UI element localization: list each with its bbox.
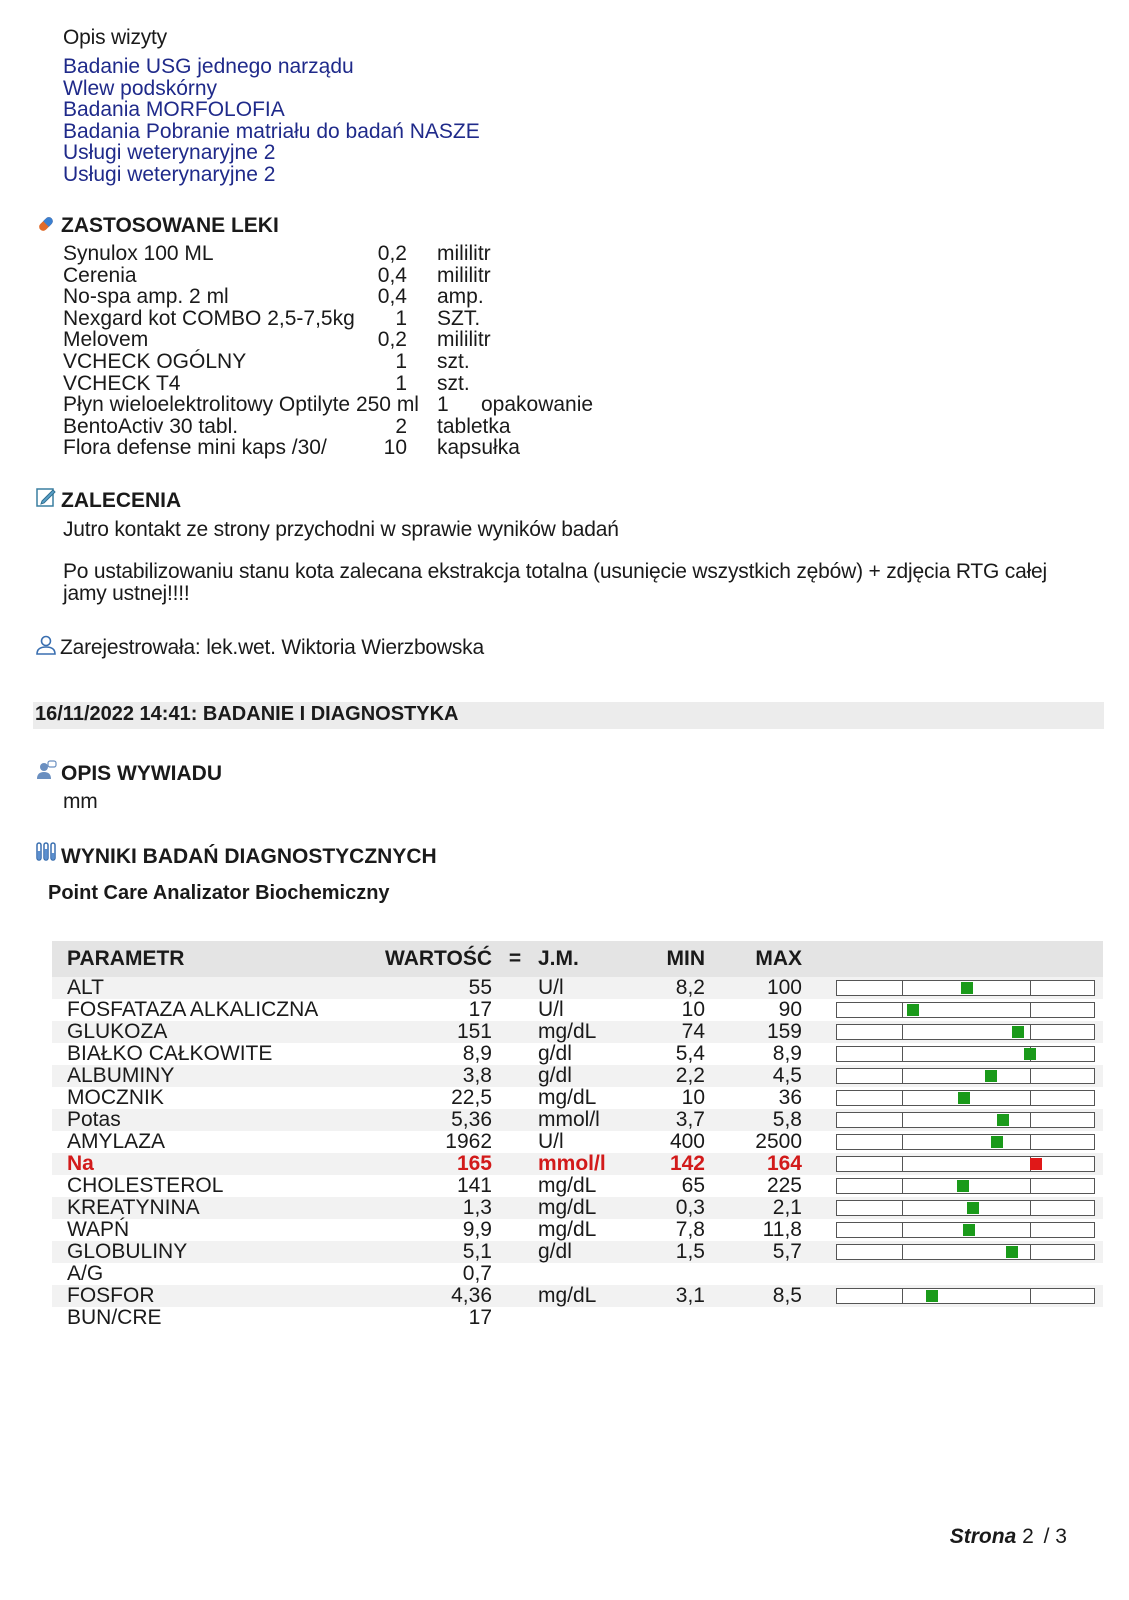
result-min: 400 [669, 1130, 705, 1153]
result-row [52, 1219, 1103, 1241]
drug-name: Synulox 100 ML [63, 242, 214, 265]
drug-row [63, 394, 663, 416]
range-min-divider [902, 1113, 903, 1127]
result-row [52, 1285, 1103, 1307]
result-range-cell [802, 977, 1103, 999]
result-eq [492, 1241, 538, 1263]
results-table [52, 941, 1103, 1329]
value-marker [997, 1114, 1009, 1126]
value-marker [1030, 1158, 1042, 1170]
result-unit: U/l [538, 1130, 564, 1153]
drug-quantity: 1 [395, 371, 407, 395]
value-marker [958, 1092, 970, 1104]
result-unit: mg/dL [538, 1086, 597, 1109]
range-bar [836, 1046, 1095, 1062]
drug-quantity: 2 [395, 414, 407, 438]
value-marker [926, 1290, 938, 1302]
drug-row [63, 265, 663, 287]
interview-text: mm [63, 790, 98, 813]
result-max: 90 [778, 998, 802, 1021]
result-row [52, 1043, 1103, 1065]
range-min-divider [902, 981, 903, 995]
result-param: WAPŃ [67, 1218, 130, 1241]
result-param: AMYLAZA [67, 1130, 166, 1153]
drug-name: Cerenia [63, 263, 137, 287]
range-max-divider [1030, 1069, 1031, 1083]
result-eq [492, 1307, 538, 1329]
result-max: 2500 [755, 1130, 802, 1153]
results-title: WYNIKI BADAŃ DIAGNOSTYCZNYCH [61, 845, 437, 868]
range-max-divider [1030, 1179, 1031, 1193]
range-max-divider [1030, 1113, 1031, 1127]
registered-by: Zarejestrowała: lek.wet. Wiktoria Wierzbowska [60, 636, 484, 659]
result-eq [492, 1131, 538, 1153]
range-min-divider [902, 1289, 903, 1303]
result-row [52, 977, 1103, 999]
range-max-divider [1030, 1245, 1031, 1259]
result-unit [538, 1307, 613, 1329]
pill-icon [35, 213, 57, 235]
result-eq [492, 1087, 538, 1109]
value-marker [907, 1004, 919, 1016]
result-param: GLUKOZA [52, 1021, 332, 1043]
drug-name: Flora defense mini kaps /30/ [63, 436, 327, 460]
result-param: BUN/CRE [67, 1306, 162, 1329]
drug-unit: opakowanie [481, 393, 594, 417]
result-eq [492, 1175, 538, 1197]
drug-unit: szt. [437, 371, 470, 395]
result-min: 2,2 [613, 1065, 705, 1087]
header-param: PARAMETR [52, 941, 332, 977]
result-value: 151 [332, 1021, 492, 1043]
result-param: ALT [52, 977, 332, 999]
value-marker [1006, 1246, 1018, 1258]
range-max-divider [1030, 1289, 1031, 1303]
range-bar [836, 1288, 1095, 1304]
result-max: 164 [705, 1153, 802, 1175]
drug-name: Melovem [63, 328, 149, 352]
result-max: 100 [705, 977, 802, 999]
result-row [52, 1241, 1103, 1263]
result-unit: U/l [538, 998, 564, 1021]
drug-name: Nexgard kot COMBO 2,5-7,5kg [63, 306, 355, 330]
result-eq [492, 1285, 538, 1307]
result-unit: mg/dL [538, 1174, 597, 1197]
result-row [52, 1065, 1103, 1087]
user-icon [35, 634, 57, 656]
drug-unit: mililitr [437, 242, 491, 265]
result-min [613, 1263, 705, 1285]
result-max: 4,5 [705, 1065, 802, 1087]
header-eq: = [492, 941, 538, 977]
range-min-divider [902, 1245, 903, 1259]
range-max-divider [1030, 981, 1031, 995]
visit-service-item: Badanie USG jednego narządu [63, 55, 354, 78]
drug-row [63, 416, 663, 438]
result-max: 8,5 [705, 1285, 802, 1307]
range-max-divider [1030, 1003, 1031, 1017]
drug-quantity: 0,4 [377, 285, 407, 309]
range-min-divider [902, 1069, 903, 1083]
result-min: 142 [613, 1153, 705, 1175]
result-unit: mg/dL [538, 1218, 597, 1241]
header-value: WARTOŚĆ [332, 941, 492, 977]
result-min: 5,4 [675, 1042, 705, 1065]
result-value: 4,36 [332, 1285, 492, 1307]
drugs-list [63, 243, 663, 463]
result-row [52, 1197, 1103, 1219]
result-value: 5,36 [332, 1109, 492, 1131]
result-value: 22,5 [451, 1086, 492, 1109]
result-eq [492, 1263, 538, 1285]
result-max: 225 [766, 1174, 802, 1197]
header-min: MIN [613, 941, 705, 977]
result-value: 17 [468, 998, 492, 1021]
drug-row [63, 351, 663, 373]
result-eq [492, 1153, 538, 1175]
result-range-cell [802, 1241, 1103, 1263]
visit-title: Opis wizyty [63, 26, 167, 49]
range-min-divider [902, 1135, 903, 1149]
recommendations-title: ZALECENIA [61, 489, 182, 512]
value-marker [1024, 1048, 1036, 1060]
result-range-cell [802, 1021, 1103, 1043]
result-unit: mg/dL [538, 1021, 613, 1043]
range-bar [836, 1134, 1095, 1150]
drug-unit: mililitr [437, 328, 491, 352]
drug-unit: tabletka [437, 414, 511, 438]
result-eq [492, 977, 538, 999]
result-range-cell [802, 1087, 1103, 1109]
visit-service-item: Badania Pobranie matriału do badań NASZE [63, 119, 480, 143]
range-min-divider [902, 1157, 903, 1171]
result-value: 141 [456, 1174, 492, 1197]
result-max: 11,8 [762, 1218, 802, 1241]
result-value: 5,1 [332, 1241, 492, 1263]
result-range-cell [802, 1307, 1103, 1329]
drug-row [63, 373, 663, 395]
drug-name: BentoActiv 30 tabl. [63, 414, 239, 438]
result-max: 8,9 [772, 1042, 802, 1065]
range-bar [836, 1200, 1095, 1216]
drug-unit: SZT. [437, 306, 481, 330]
value-marker [991, 1136, 1003, 1148]
result-row [52, 1109, 1103, 1131]
range-bar [836, 1178, 1095, 1194]
result-value: 17 [468, 1306, 492, 1329]
result-range-cell [802, 1197, 1103, 1219]
section-title: 16/11/2022 14:41: BADANIE I DIAGNOSTYKA [35, 703, 459, 725]
result-max: 5,7 [705, 1241, 802, 1263]
range-bar [836, 1024, 1095, 1040]
drug-unit: szt. [437, 350, 470, 373]
range-bar [836, 1244, 1095, 1260]
result-value: 0,7 [462, 1262, 492, 1285]
result-param: FOSFATAZA ALKALICZNA [67, 998, 319, 1021]
result-max [705, 1307, 802, 1329]
visit-service-item: Usługi weterynaryjne 2 [63, 141, 276, 165]
range-min-divider [902, 1003, 903, 1017]
result-value: 165 [332, 1153, 492, 1175]
result-param: MOCZNIK [67, 1086, 164, 1109]
result-param: GLOBULINY [52, 1241, 332, 1263]
result-param: Potas [52, 1109, 332, 1131]
result-min: 0,3 [613, 1197, 705, 1219]
result-eq [492, 1109, 538, 1131]
drug-name: VCHECK OGÓLNY [63, 350, 247, 373]
range-bar [836, 1222, 1095, 1238]
drug-unit: kapsułka [437, 436, 520, 460]
range-bar [836, 1112, 1095, 1128]
result-min: 65 [681, 1174, 705, 1197]
result-unit: mg/dL [538, 1285, 613, 1307]
range-max-divider [1030, 1223, 1031, 1237]
result-max: 2,1 [705, 1197, 802, 1219]
drug-quantity: 1 [395, 306, 407, 330]
result-range-cell [802, 1131, 1103, 1153]
drug-name: Płyn wieloelektrolitowy Optilyte 250 ml [63, 393, 419, 417]
result-unit: U/l [538, 977, 613, 999]
result-unit: g/dl [538, 1241, 613, 1263]
result-value: 3,8 [332, 1065, 492, 1087]
result-param: ALBUMINY [52, 1065, 332, 1087]
drug-unit: amp. [437, 285, 484, 309]
drug-row [63, 329, 663, 351]
result-value: 1962 [445, 1130, 492, 1153]
result-row [52, 1021, 1103, 1043]
result-param: KREATYNINA [52, 1197, 332, 1219]
visit-service-item: Wlew podskórny [63, 76, 218, 100]
range-bar [836, 1002, 1095, 1018]
result-param: CHOLESTEROL [67, 1174, 224, 1197]
result-unit: g/dl [538, 1042, 572, 1065]
result-min: 10 [681, 1086, 705, 1109]
result-range-cell [802, 1263, 1103, 1285]
drug-quantity: 1 [395, 350, 407, 373]
result-min: 10 [681, 998, 705, 1021]
result-eq [492, 999, 538, 1021]
visit-service-item: Usługi weterynaryjne 2 [63, 162, 276, 186]
result-range-cell [802, 1065, 1103, 1087]
result-param: FOSFOR [52, 1285, 332, 1307]
result-eq [492, 1065, 538, 1087]
result-unit [538, 1263, 613, 1285]
header-unit: J.M. [538, 941, 613, 977]
page-total: / 3 [1043, 1525, 1067, 1548]
value-marker [961, 982, 973, 994]
range-max-divider [1030, 1091, 1031, 1105]
result-param: Na [52, 1153, 332, 1175]
result-eq [492, 1043, 538, 1065]
drug-name: No-spa amp. 2 ml [63, 285, 229, 309]
result-range-cell [802, 1109, 1103, 1131]
range-bar [836, 1090, 1095, 1106]
result-min [613, 1307, 705, 1329]
drug-name: VCHECK T4 [63, 371, 181, 395]
header-max: MAX [705, 941, 802, 977]
result-eq [492, 1219, 538, 1241]
header-bar [802, 941, 1103, 977]
drug-unit: mililitr [437, 263, 491, 287]
result-eq [492, 1021, 538, 1043]
result-param: BIAŁKO CAŁKOWITE [67, 1042, 273, 1065]
result-eq [492, 1197, 538, 1219]
result-unit: mmol/l [538, 1153, 613, 1175]
result-max [705, 1263, 802, 1285]
result-min: 3,1 [613, 1285, 705, 1307]
result-max: 159 [705, 1021, 802, 1043]
result-max: 36 [778, 1086, 802, 1109]
drug-row [63, 437, 663, 459]
page-footer [950, 1525, 1067, 1549]
interview-title: OPIS WYWIADU [61, 762, 222, 785]
result-row [52, 999, 1103, 1021]
range-max-divider [1030, 1135, 1031, 1149]
value-marker [985, 1070, 997, 1082]
drug-row [63, 243, 663, 265]
result-row [52, 1307, 1103, 1329]
range-max-divider [1030, 1025, 1031, 1039]
range-bar [836, 980, 1095, 996]
result-min: 3,7 [613, 1109, 705, 1131]
range-max-divider [1030, 1201, 1031, 1215]
edit-note-icon [35, 486, 57, 508]
recommendation-line-2: Po ustabilizowaniu stanu kota zalecana ekstrakcja totalna (usunięcie wszystkich zębów) + zdjęcia RTG całej jamy ustnej!!!! [63, 560, 1047, 605]
analyzer-name: Point Care Analizator Biochemiczny [48, 882, 390, 904]
result-param: A/G [67, 1262, 104, 1285]
visit-services [63, 56, 480, 186]
range-min-divider [902, 1025, 903, 1039]
result-row [52, 1175, 1103, 1197]
result-range-cell [802, 1285, 1103, 1307]
result-unit: g/dl [538, 1065, 613, 1087]
value-marker [957, 1180, 969, 1192]
drug-quantity: 0,4 [377, 263, 407, 287]
result-value: 55 [332, 977, 492, 999]
result-unit: mmol/l [538, 1109, 613, 1131]
result-min: 1,5 [613, 1241, 705, 1263]
drug-row [63, 308, 663, 330]
drug-row [63, 286, 663, 308]
value-marker [967, 1202, 979, 1214]
range-bar [836, 1068, 1095, 1084]
visit-service-item: Badania MORFOLOFIA [63, 98, 285, 122]
test-tubes-icon [35, 841, 57, 863]
range-min-divider [902, 1091, 903, 1105]
result-min: 74 [613, 1021, 705, 1043]
value-marker [963, 1224, 975, 1236]
page-number: 2 [1022, 1525, 1034, 1548]
drug-quantity: 10 [383, 436, 407, 460]
result-row [52, 1263, 1103, 1285]
result-range-cell [802, 999, 1103, 1021]
recommendation-line-1: Jutro kontakt ze strony przychodni w sprawie wyników badań [63, 518, 619, 541]
result-min: 8,2 [613, 977, 705, 999]
drugs-title: ZASTOSOWANE LEKI [61, 214, 279, 237]
result-row [52, 1087, 1103, 1109]
result-range-cell [802, 1175, 1103, 1197]
result-min: 7,8 [675, 1218, 705, 1241]
results-header-row [52, 941, 1103, 977]
result-max: 5,8 [705, 1109, 802, 1131]
page-label: Strona [949, 1525, 1017, 1548]
drug-quantity: 0,2 [377, 328, 407, 352]
drug-quantity: 0,2 [377, 242, 407, 265]
result-value: 8,9 [462, 1042, 492, 1065]
result-range-cell [802, 1043, 1103, 1065]
result-unit: mg/dL [538, 1197, 613, 1219]
range-min-divider [902, 1047, 903, 1061]
result-row [52, 1153, 1103, 1175]
range-min-divider [902, 1223, 903, 1237]
result-row [52, 1131, 1103, 1153]
range-bar [836, 1156, 1095, 1172]
range-min-divider [902, 1179, 903, 1193]
result-range-cell [802, 1153, 1103, 1175]
range-min-divider [902, 1201, 903, 1215]
value-marker [1012, 1026, 1024, 1038]
drug-quantity: 1 [437, 393, 449, 417]
result-value: 1,3 [332, 1197, 492, 1219]
result-range-cell [802, 1219, 1103, 1241]
interview-icon [35, 759, 57, 781]
result-value: 9,9 [462, 1218, 492, 1241]
